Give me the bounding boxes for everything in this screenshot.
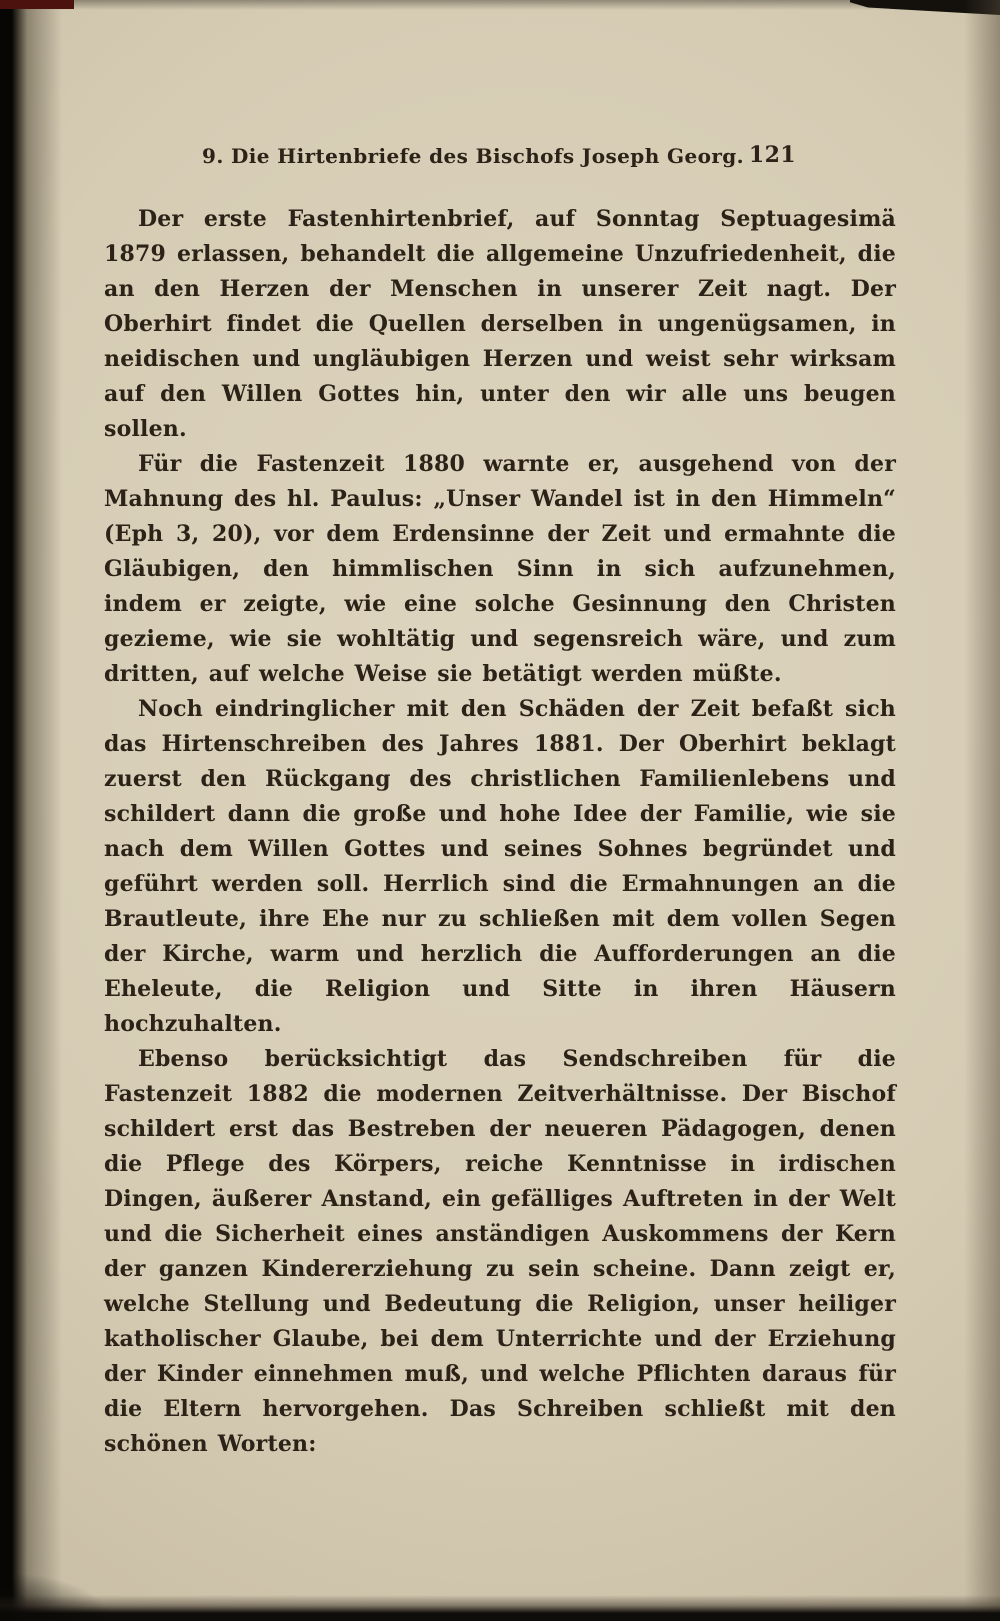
page-edge-bottom [0, 1595, 1000, 1621]
page-edge-right [964, 0, 1000, 1621]
text-block [104, 142, 896, 1462]
paragraph-2: Für die Fastenzeit 1880 warnte er, ausgehend von der Mahnung des hl. Paulus: „Unser Wandel ist in den Himmeln“ (Eph 3, 20), vor dem Erdensinne der Zeit und ermahnte die Gläubigen, den himmlischen Sinn in sich aufzunehmen, indem er zeigte, wie eine solche Gesinnung den Christen gezieme, wie sie wohltätig und segensreich wäre, und zum dritten, auf welche Weise sie betätigt werden müßte. [104, 451, 896, 687]
running-header [104, 142, 896, 172]
paragraph-1: Der erste Fastenhirtenbrief, auf Sonntag Septuagesimä 1879 erlassen, behandelt die allgemeine Unzufriedenheit, die an den Herzen der Menschen in unserer Zeit nagt. Der Oberhirt findet die Quellen derselben in ungenügsamen, in neidischen und ungläubigen Herzen und weist sehr wirksam auf den Willen Gottes hin, unter den wir alle uns beugen sollen. [104, 206, 896, 442]
book-spine-shadow [0, 0, 62, 1621]
page-number: 121 [748, 142, 796, 168]
corner-shadow-bottom-left [0, 1573, 110, 1621]
paragraph-3: Noch eindringlicher mit den Schäden der Zeit befaßt sich das Hirtenschreiben des Jahres 1881. Der Oberhirt beklagt zuerst den Rückgang des christlichen Familienlebens und schildert dann die große und hohe Idee der Familie, wie sie nach dem Willen Gottes und seines Sohnes begründet und geführt werden soll. Herrlich sind die Ermahnungen an die Brautleute, ihre Ehe nur zu schließen mit dem vollen Segen der Kirche, warm und herzlich die Aufforderungen an die Eheleute, die Religion und Sitte in ihren Häusern hochzuhalten. [104, 696, 896, 1037]
chapter-header-title: 9. Die Hirtenbriefe des Bischofs Joseph Georg. [202, 144, 745, 168]
cover-corner-mark-top-left [0, 0, 74, 9]
paragraph-4: Ebenso berücksichtigt das Sendschreiben für die Fastenzeit 1882 die modernen Zeitverhältnisse. Der Bischof schildert erst das Bestreben der neueren Pädagogen, denen die Pflege des Körpers, reiche Kenntnisse in irdischen Dingen, äußerer Anstand, ein gefälliges Auftreten in der Welt und die Sicherheit eines anständigen Auskommens der Kern der ganzen Kindererziehung zu sein scheine. Dann zeigt er, welche Stellung und Bedeutung die Religion, unser heiliger katholischer Glaube, bei dem Unterrichte und der Erziehung der Kinder einnehmen muß, und welche Pflichten daraus für die Eltern hervorgehen. Das Schreiben schließt mit den schönen Worten: [104, 1046, 896, 1457]
